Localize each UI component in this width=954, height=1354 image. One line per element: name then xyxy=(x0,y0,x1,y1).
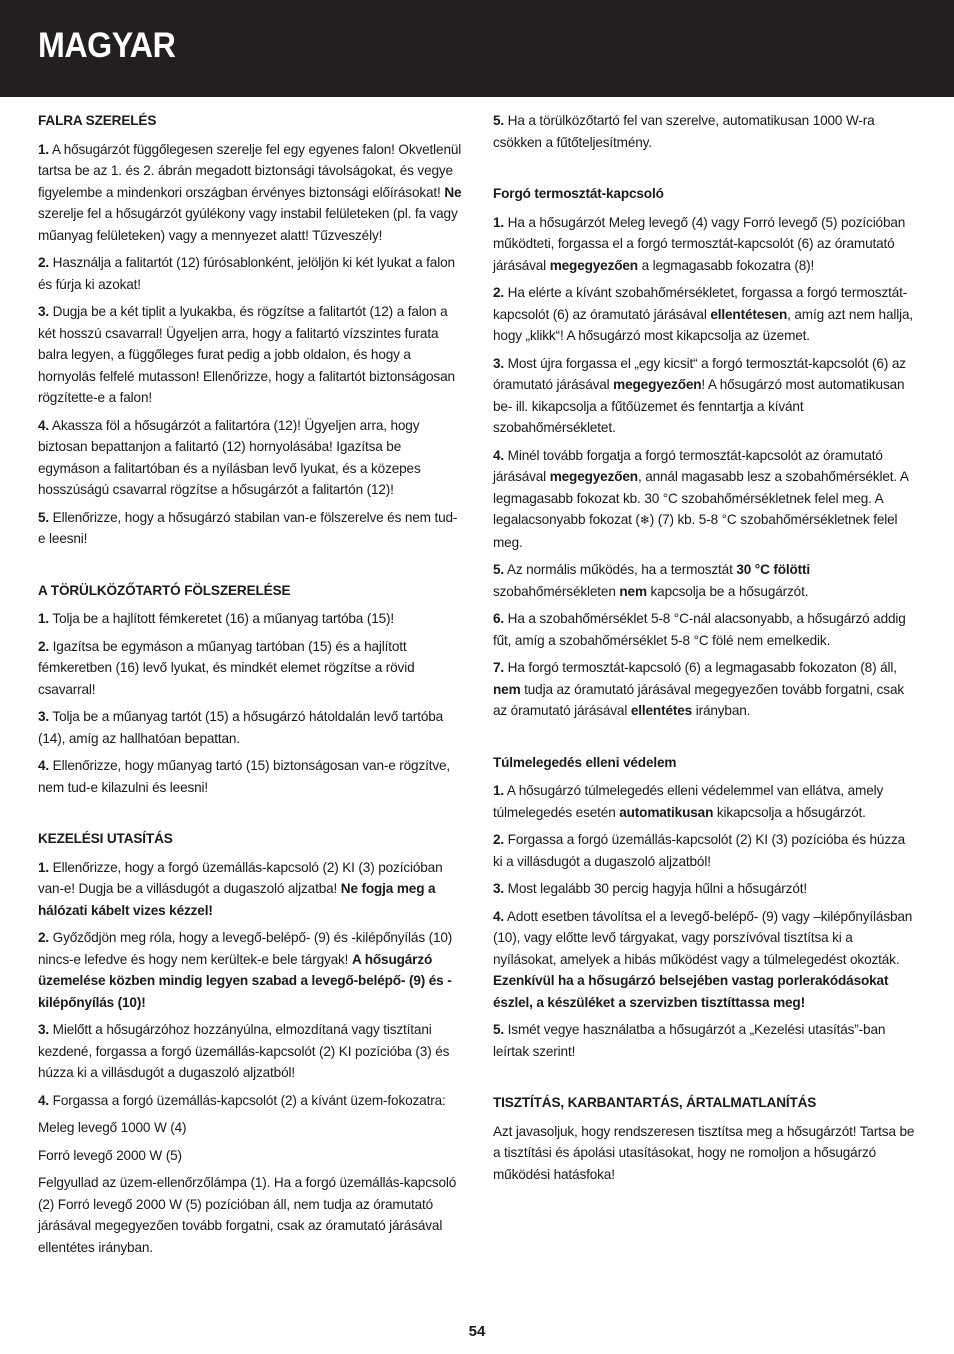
paragraph: 3. Tolja be a műanyag tartót (15) a hősugárzó hátoldalán levő tartóba (14), amíg az hallhatóan bepattan. xyxy=(38,709,444,746)
language-title: MAGYAR xyxy=(38,26,176,65)
paragraph: 1. A hősugárzó túlmelegedés elleni védelemmel van ellátva, amely túlmelegedés esetén automatikusan kikapcsolja a hősugárzót. xyxy=(493,783,884,820)
section-title-wall-mounting: FALRA SZERELÉS xyxy=(38,113,157,128)
paragraph: 2. Győződjön meg róla, hogy a levegő-belépő- (9) és -kilépőnyílás (10) nincs-e lefedve és hogy nem kerültek-e bele tárgyak! A hősugárzó üzemelése közben mindig legyen szabad a levegő-belépő- (9) és -kilépőnyílás (10)! xyxy=(38,930,453,1010)
paragraph: 1. Ha a hősugárzót Meleg levegő (4) vagy Forró levegő (5) pozícióban működteti, forgassa el a forgó termosztát-kapcsolót (6) az óramutató járásával megegyezően a legmagasabb fokozatra (8)! xyxy=(493,214,906,273)
section-title-thermostat: Forgó termosztát-kapcsoló xyxy=(493,186,664,201)
paragraph: 2. Forgassa a forgó üzemállás-kapcsolót (2) KI (3) pozícióba és húzza ki a villásdugót a dugaszoló aljzatból! xyxy=(493,832,906,869)
paragraph: 4. Akassza föl a hősugárzót a falitartóra (12)! Ügyeljen arra, hogy biztosan bepattanjon a falitartó (12) hornyolásába! Igazítsa be egymáson a falitartóban és a nyílásban levő lyukat, és a közepes hosszúságú csavarral rögzítse a hősugárzót a falitartón (12)! xyxy=(38,417,421,497)
paragraph: 2. Igazítsa be egymáson a műanyag tartóban (15) és a hajlított fémkeretben (16) levő lyukat, és mindkét elemet rögzítse a rövid csavarral! xyxy=(38,638,415,697)
paragraph: 2. Ha elérte a kívánt szobahőmérsékletet, forgassa a forgó termosztát-kapcsolót (6) az óramutató járásával ellentétesen, amíg azt nem hallja, hogy „klikk“! A hősugárzó most kikapcsolja az üzemet. xyxy=(493,285,914,343)
paragraph: Azt javasoljuk, hogy rendszeresen tisztítsa meg a hősugárzót! Tartsa be a tisztítási és ápolási utasításokat, hogy ne romoljon a hősugárzó működési hatásfoka! xyxy=(493,1123,915,1182)
paragraph: 4. Forgassa a forgó üzemállás-kapcsolót (2) a kívánt üzem-fokozatra: xyxy=(38,1092,446,1108)
paragraph: Forró levegő 2000 W (5) xyxy=(38,1147,182,1163)
page-number: 54 xyxy=(468,1323,486,1340)
section-title-overheat-protection: Túlmelegedés elleni védelem xyxy=(493,754,677,770)
page-header xyxy=(0,0,954,97)
paragraph: 6. Ha a szobahőmérséklet 5-8 °C-nál alacsonyabb, a hősugárzó addig fűt, amíg a szobahőmérséklet 5-8 °C fölé nem emelkedik. xyxy=(493,611,906,648)
snowflake-icon: ❄ xyxy=(639,513,650,527)
paragraph: 5. Az normális működés, ha a termosztát 30 °C fölötti szobahőmérsékleten nem kapcsolja be a hősugárzót. xyxy=(493,562,811,599)
paragraph: 5. Ismét vegye használatba a hősugárzót a „Kezelési utasítás”-ban leírtak szerint! xyxy=(493,1022,886,1059)
right-column xyxy=(493,110,917,1191)
paragraph: 5. Ellenőrizze, hogy a hősugárzó stabilan van-e fölszerelve és nem tud-e leesni! xyxy=(38,509,458,546)
paragraph: 4. Adott esetben távolítsa el a levegő-belépő- (9) vagy –kilépőnyílásban (10), vagy előtte levő tárgyakat, vagy porszívóval tisztítsa ki a nyílásokat, amelyek a hibás működést vagy a túlmelegedést okozták. Ezenkívül ha a hősugárzó belsejében vastag porlerakódásokat észlel, a készüléket a szervizben tisztíttassa meg! xyxy=(493,908,913,1010)
section-title-operating-instructions: KEZELÉSI UTASÍTÁS xyxy=(38,831,173,846)
paragraph: 1. A hősugárzót függőlegesen szerelje fel egy egyenes falon! Okvetlenül tartsa be az 1. és 2. ábrán megadott biztonsági távolságokat, és vegye figyelembe a mindenkori országban érvényes biztonsági előírásokat! Ne szerelje fel a hősugárzót gyúlékony vagy instabil felületeken (pl. fa vagy műanyag felületeken) vagy a mennyezet alatt! Tűzveszély! xyxy=(38,141,462,243)
paragraph: 4. Minél tovább forgatja a forgó termosztát-kapcsolót az óramutató járásával megegyezően, annál magasabb lesz a szobahőmérséklet. A legmagasabb fokozat kb. 30 °C szobahőmérsékletnek felel meg. A legalacsonyabb fokozat (❄) (7) kb. 5-8 °C szobahőmérsékletnek felel meg. xyxy=(493,447,909,550)
paragraph: 5. Ha a törülközőtartó fel van szerelve, automatikusan 1000 W-ra csökken a fűtőteljesítmény. xyxy=(493,113,875,150)
paragraph: 3. Mielőtt a hősugárzóhoz hozzányúlna, elmozdítaná vagy tisztítani kezdené, forgassa a forgó üzemállás-kapcsolót (2) KI pozícióba (3) és húzza ki a villásdugót a dugaszoló aljzatból! xyxy=(38,1022,450,1080)
paragraph: 3. Most újra forgassa el „egy kicsit“ a forgó termosztát-kapcsolót (6) az óramutató járásával megegyezően! A hősugárzó most automatikusan be- ill. kikapcsolja a fűtőüzemet és fenntartja a kívánt szobahőmérsékletet. xyxy=(493,355,906,435)
paragraph: 4. Ellenőrizze, hogy műanyag tartó (15) biztonságosan van-e rögzítve, nem tud-e kilazulni és leesni! xyxy=(38,758,451,795)
section-title-cleaning: TISZTÍTÁS, KARBANTARTÁS, ÁRTALMATLANÍTÁS xyxy=(493,1095,817,1110)
left-column xyxy=(38,110,462,1264)
paragraph: Felgyullad az üzem-ellenőrzőlámpa (1). Ha a forgó üzemállás-kapcsoló (2) Forró levegő 2000 W (5) pozícióban áll, nem tudja az óramutató járásával megegyezően tovább forgatni, csak az óramutató járásával ellentétes irányban. xyxy=(38,1175,457,1255)
paragraph: 1. Ellenőrizze, hogy a forgó üzemállás-kapcsoló (2) KI (3) pozícióban van-e! Dugja be a villásdugót a dugaszoló aljzatba! Ne fogja meg a hálózati kábelt vizes kézzel! xyxy=(38,859,443,918)
paragraph: 1. Tolja be a hajlított fémkeretet (16) a műanyag tartóba (15)! xyxy=(38,611,395,626)
section-title-towel-holder: A TÖRÜLKÖZŐTARTÓ FÖLSZERELÉSE xyxy=(38,582,291,598)
paragraph: Meleg levegő 1000 W (4) xyxy=(38,1120,187,1135)
paragraph: 3. Dugja be a két tiplit a lyukakba, és rögzítse a falitartót (12) a falon a két hosszú csavarral! Ügyeljen arra, hogy a falitartó vízszintes furata balra legyen, a függőleges furat pedig a jobb oldalon, és hogy a hornyolás felfelé mutasson! Ellenőrizze, hogy a falitartót biztonságosan rögzítette-e a falon! xyxy=(38,304,455,405)
paragraph: 2. Használja a falitartót (12) fúrósablonként, jelöljön ki két lyukat a falon és fúrja ki azokat! xyxy=(38,255,455,292)
paragraph: 3. Most legalább 30 percig hagyja hűlni a hősugárzót! xyxy=(493,881,807,896)
paragraph: 7. Ha forgó termosztát-kapcsoló (6) a legmagasabb fokozaton (8) áll, nem tudja az óramutató járásával megegyezően tovább forgatni, csak az óramutató járásával ellentétes irányban. xyxy=(493,660,905,718)
